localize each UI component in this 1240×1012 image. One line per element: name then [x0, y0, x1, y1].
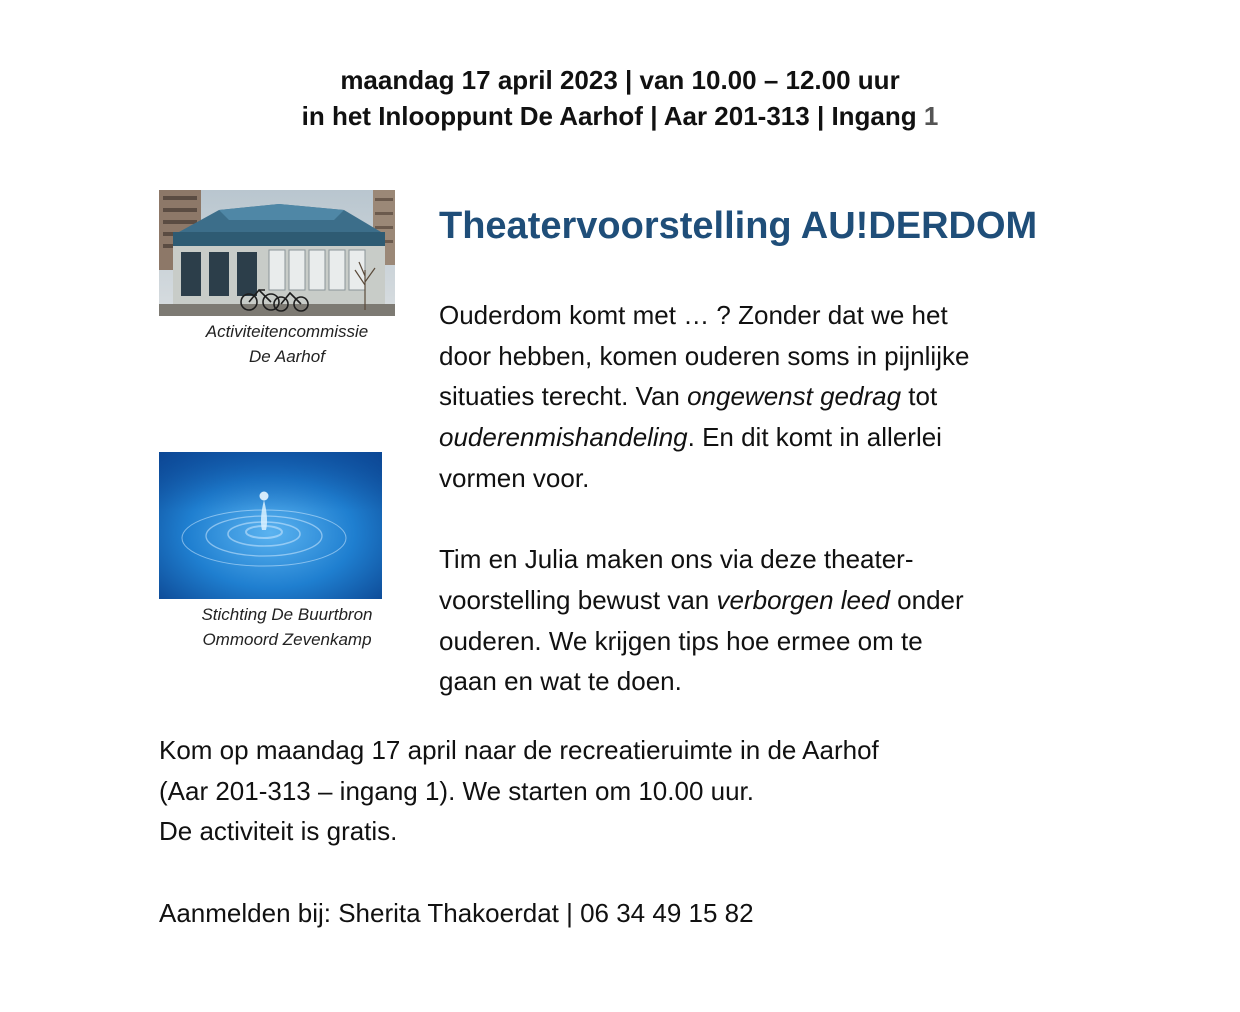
p2-line3: ouderen. We krijgen tips hoe ermee om te — [439, 625, 923, 656]
water-drop-photo — [159, 452, 382, 599]
registration-contact: Aanmelden bij: Sherita Thakoerdat | 06 34 49 15 82 — [159, 897, 754, 928]
building-caption-line1: Activiteitencommissie — [205, 322, 369, 341]
p2-line2b: onder — [889, 584, 964, 615]
article-paragraph-1 — [439, 295, 1099, 499]
event-location — [0, 98, 1240, 134]
p2-emphasis-verborgen-leed: verborgen leed — [716, 584, 890, 615]
p1-line1: Ouderdom komt met … ? Zonder dat we het — [439, 300, 948, 330]
article-paragraph-2 — [439, 539, 1099, 702]
p1-line2: door hebben, komen ouderen soms in pijnlijke — [439, 340, 970, 371]
event-header — [0, 62, 1240, 134]
building-photo-caption — [159, 319, 415, 369]
details-line2: (Aar 201-313 – ingang 1). We starten om 10.00 uur. — [159, 775, 754, 806]
p1-line3b: tot — [901, 381, 938, 412]
building-photo — [159, 190, 395, 316]
water-caption-line1: Stichting De Buurtbron — [201, 605, 373, 624]
p1-line5: vormen voor. — [439, 462, 590, 493]
p1-emphasis-ouderenmishandeling: ouderenmishandeling — [439, 422, 688, 453]
details-line1: Kom op maandag 17 april naar de recreatieruimte in de Aarhof — [159, 735, 879, 765]
details-line3: De activiteit is gratis. — [159, 816, 398, 847]
event-location-main: in het Inlooppunt De Aarhof | Aar 201-313 | Ingang — [301, 101, 924, 131]
p1-emphasis-ongewenst-gedrag: ongewenst gedrag — [687, 381, 902, 412]
building-caption-line2: De Aarhof — [249, 347, 325, 366]
event-entrance-number: 1 — [923, 101, 939, 131]
article-title: Theatervoorstelling AU!DERDOM — [439, 205, 1038, 247]
p2-line2a: voorstelling bewust van — [439, 584, 717, 615]
p1-line4b: . En dit komt in allerlei — [687, 422, 942, 453]
p2-line4: gaan en wat te doen. — [439, 666, 682, 697]
water-caption-line2: Ommoord Zevenkamp — [202, 630, 372, 649]
event-date-time: maandag 17 april 2023 | van 10.00 – 12.00 uur — [340, 65, 900, 95]
water-photo-caption — [159, 602, 415, 652]
event-details — [159, 730, 1119, 934]
p1-line3a: situaties terecht. Van — [439, 381, 688, 412]
p2-line1: Tim en Julia maken ons via deze theater- — [439, 544, 914, 575]
article-body — [439, 295, 1099, 702]
